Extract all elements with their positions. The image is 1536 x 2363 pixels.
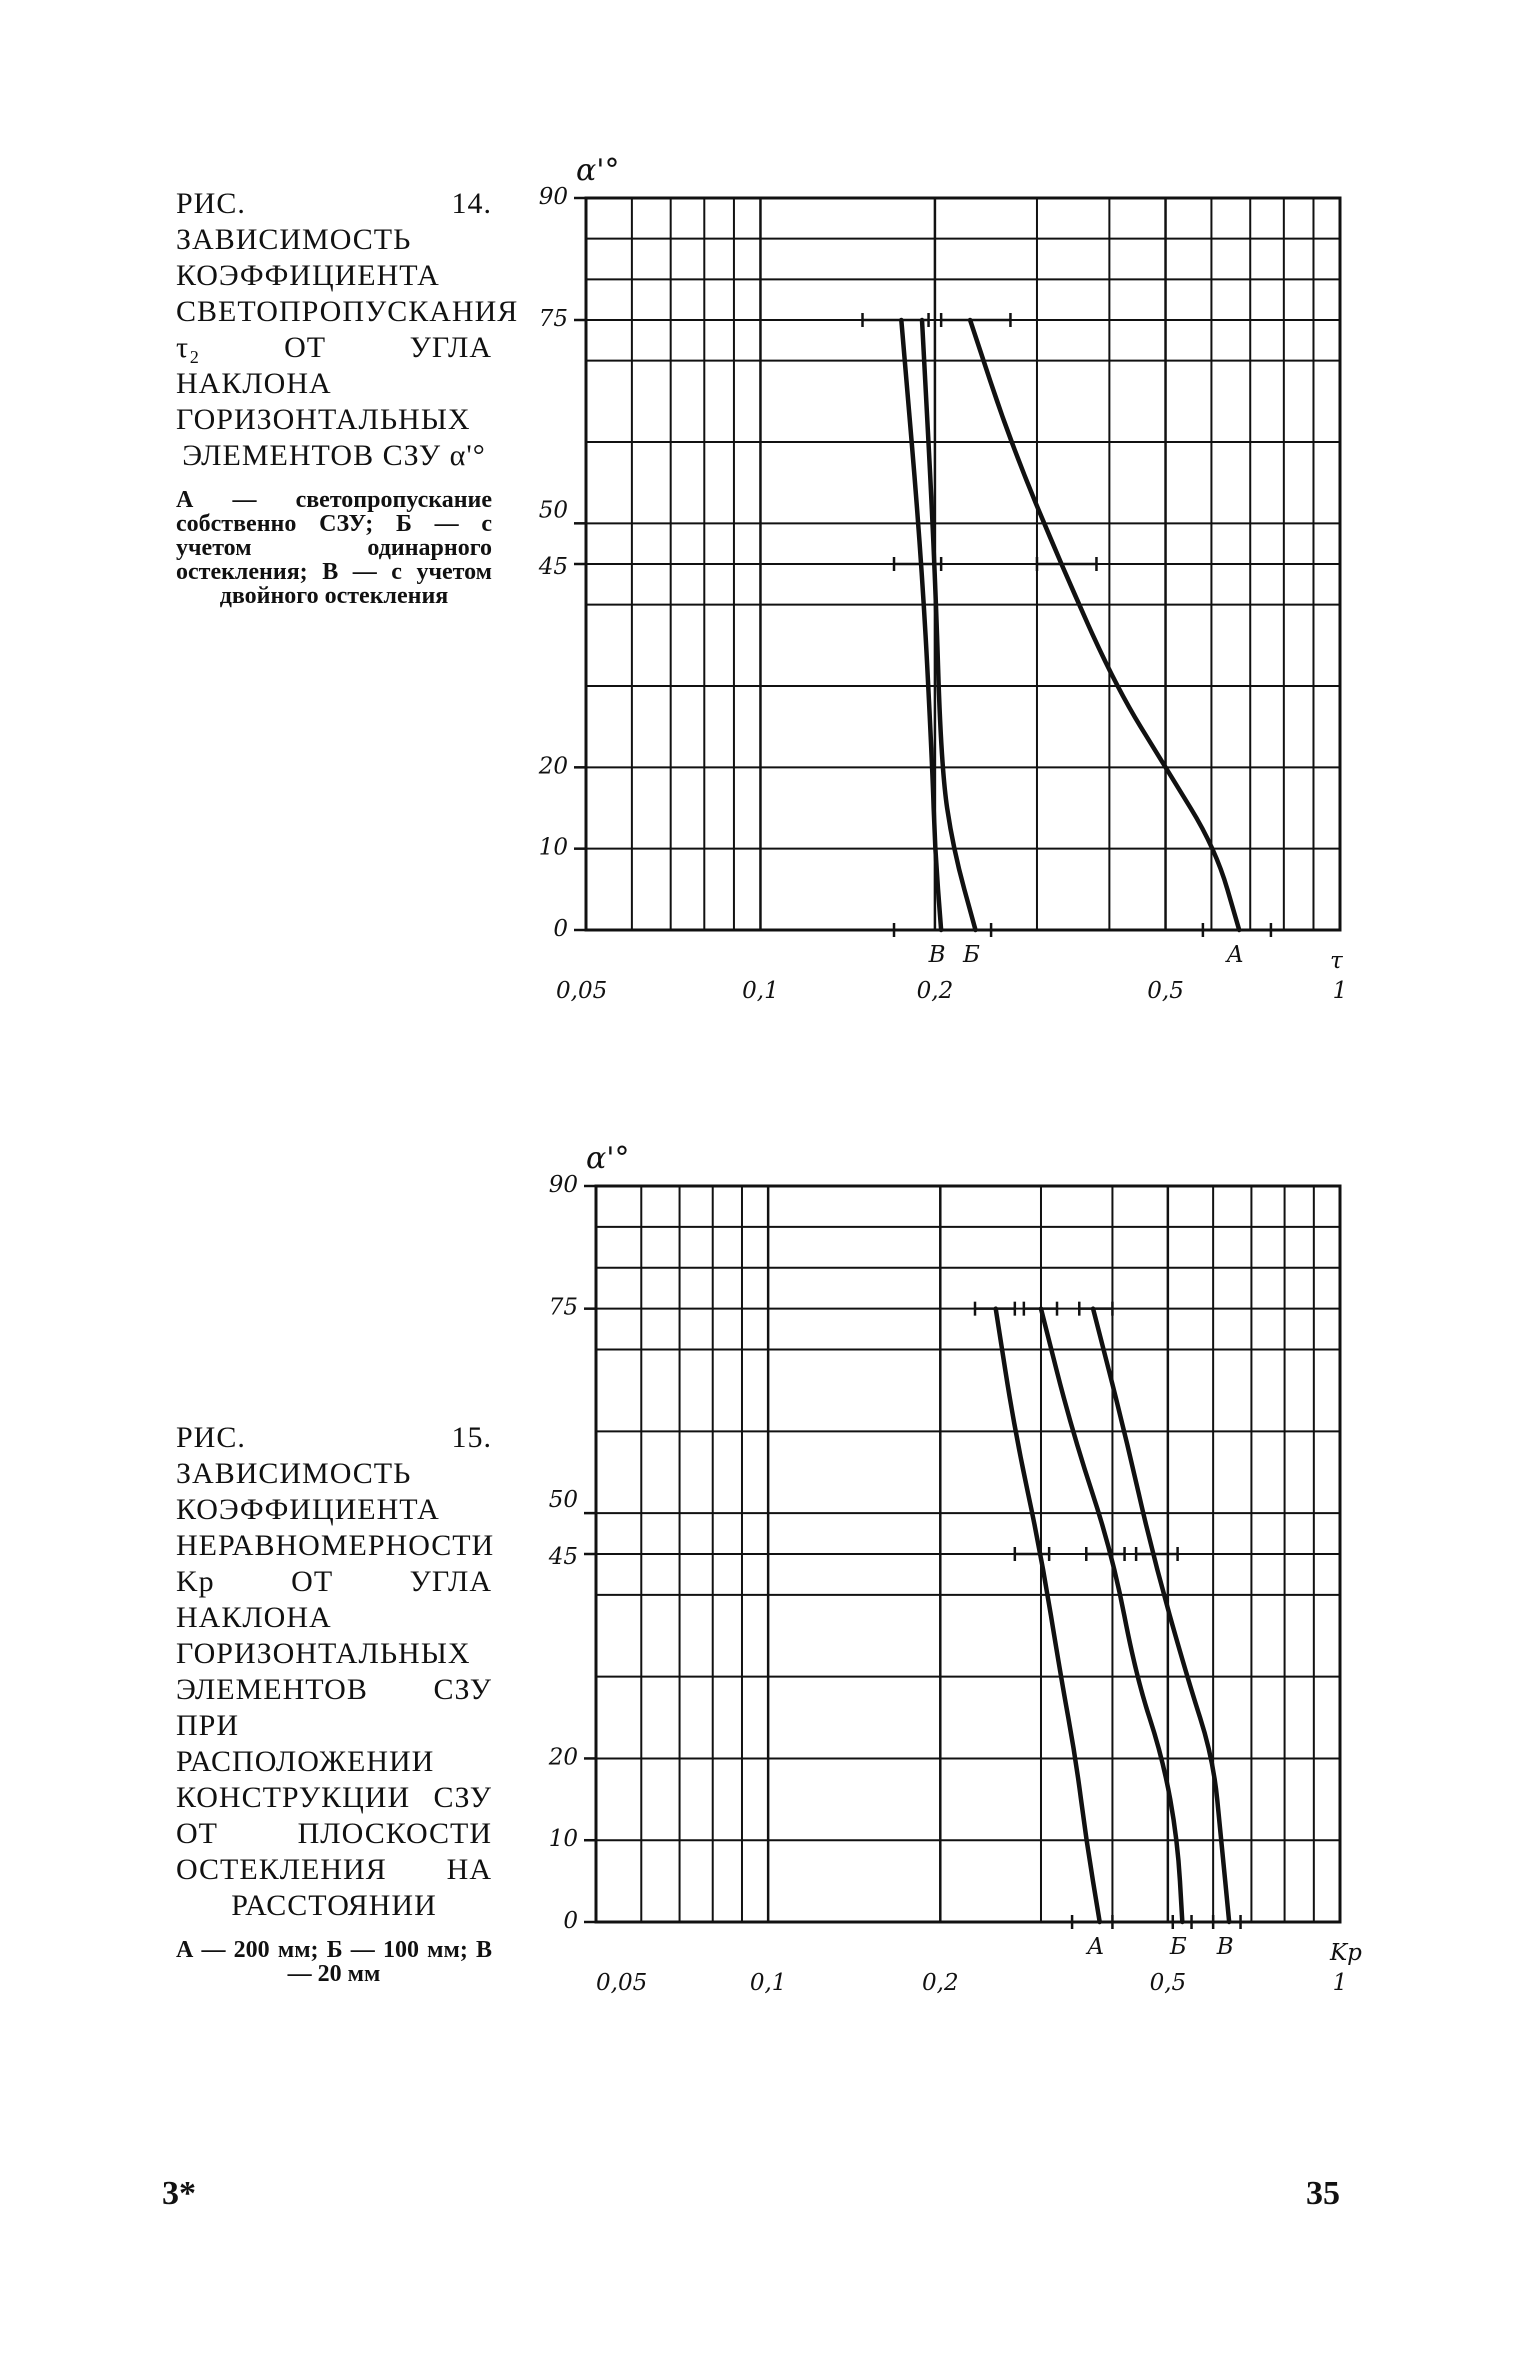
figure-14-legend: А — светопропускание собственно СЗУ; Б — с учетом одинарного остекления; В — с учетом двойного остекления — [176, 487, 492, 609]
x-tick-label: 0,5 — [1147, 978, 1184, 1004]
y-tick-label: 45 — [538, 554, 568, 580]
series-label: Б — [963, 942, 980, 968]
x-tick-label: 1 — [1332, 1970, 1348, 1996]
series-label: Б — [1169, 1934, 1187, 1960]
y-tick-label: 75 — [548, 1294, 578, 1321]
y-tick-label: 10 — [548, 1826, 578, 1853]
y-tick-label: 20 — [548, 1744, 578, 1771]
x-tick-label: 0,5 — [1149, 1970, 1187, 1996]
y-tick-label: 75 — [538, 306, 568, 332]
x-axis-title: Kp — [1330, 1940, 1362, 1966]
x-tick-label: 0,05 — [556, 978, 608, 1004]
x-tick-label: 1 — [1332, 978, 1348, 1004]
series-curve-В — [1093, 1309, 1229, 1922]
series-label: А — [1226, 942, 1244, 968]
y-tick-label: 50 — [538, 497, 568, 524]
y-tick-label: 10 — [538, 834, 568, 861]
figure-14-title: РИС. 14. ЗАВИСИМОСТЬ КОЭФФИЦИЕНТА СВЕТОПРОПУСКАНИЯ τ₂ ОТ УГЛА НАКЛОНА ГОРИЗОНТАЛЬНЫХ ЭЛЕМЕНТОВ СЗУ α'° — [176, 187, 519, 472]
figure-15-title: РИС. 15. ЗАВИСИМОСТЬ КОЭФФИЦИЕНТА НЕРАВНОМЕРНОСТИ Kр ОТ УГЛА НАКЛОНА ГОРИЗОНТАЛЬНЫХ ЭЛЕМЕНТОВ СЗУ ПРИ РАСПОЛОЖЕНИИ КОНСТРУКЦИИ СЗУ ОТ ПЛОСКОСТИ ОСТЕКЛЕНИЯ НА РАССТОЯНИИ — [176, 1421, 495, 1922]
x-tick-label: 0,05 — [596, 1970, 648, 1996]
x-tick-label: 0,2 — [916, 978, 954, 1004]
x-tick-label: 0,2 — [922, 1970, 959, 1996]
x-tick-label: 0,1 — [749, 1970, 787, 1996]
page-number: 35 — [1306, 2175, 1340, 2212]
y-tick-label: 20 — [538, 753, 568, 780]
figure-15-legend: А — 200 мм; Б — 100 мм; В — 20 мм — [176, 1937, 492, 1987]
y-tick-label: 0 — [553, 916, 568, 942]
y-tick-label: 50 — [548, 1487, 578, 1514]
footer-left-mark: 3* — [162, 2175, 196, 2212]
y-axis-title: α'° — [576, 153, 620, 188]
series-curve-А — [996, 1309, 1100, 1922]
series-label: В — [1216, 1934, 1234, 1960]
y-tick-label: 90 — [538, 184, 568, 210]
x-axis-title: τ — [1330, 948, 1343, 974]
y-tick-label: 0 — [563, 1908, 578, 1934]
y-tick-label: 45 — [548, 1544, 578, 1570]
series-label: В — [928, 942, 946, 968]
y-tick-label: 90 — [548, 1172, 578, 1198]
x-tick-label: 0,1 — [742, 978, 779, 1004]
series-label: А — [1086, 1934, 1105, 1960]
y-axis-title: α'° — [586, 1141, 630, 1176]
